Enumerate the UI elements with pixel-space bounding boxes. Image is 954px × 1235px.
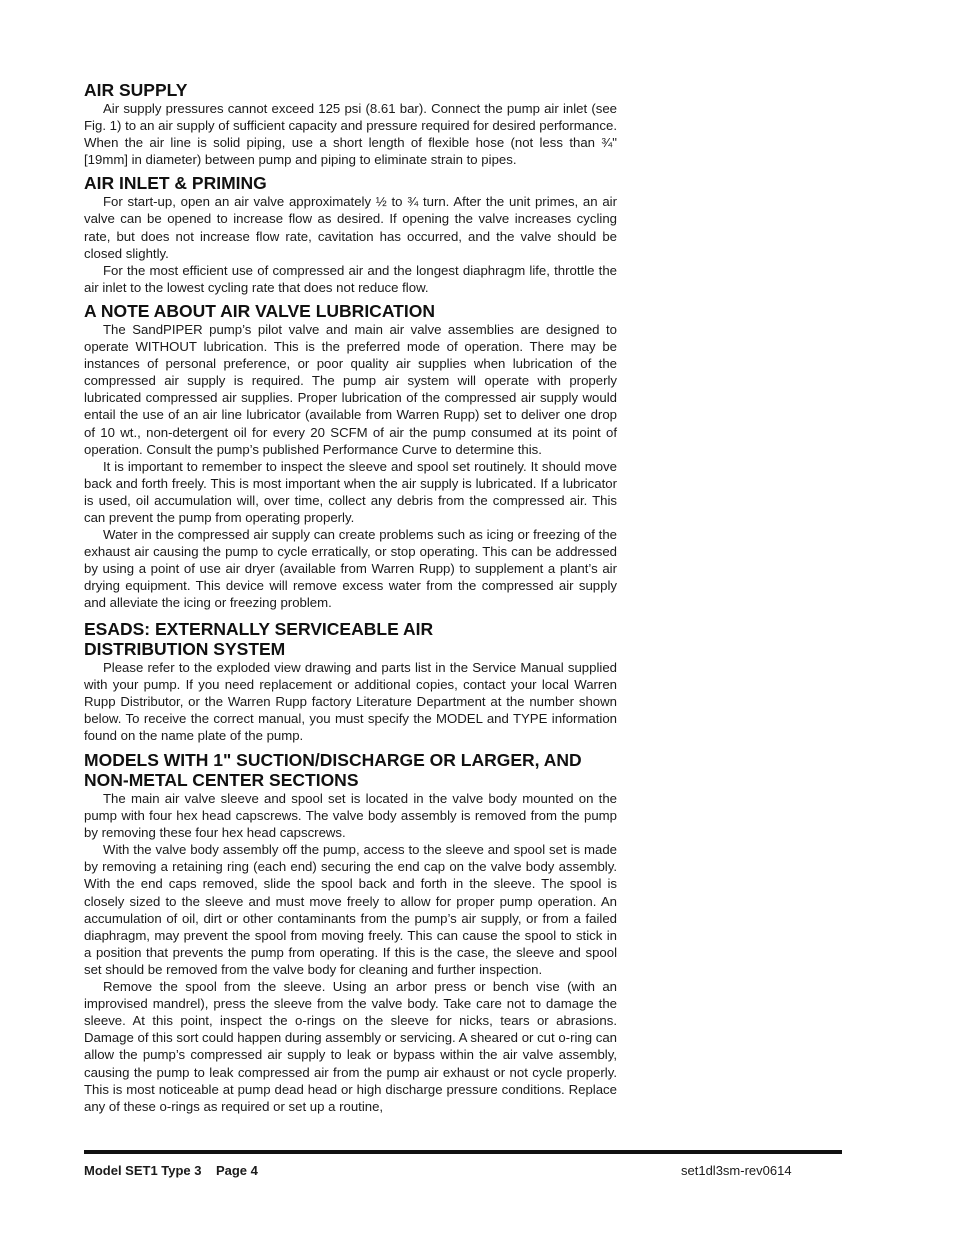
paragraph: Water in the compressed air supply can create problems such as icing or freezing of the exhaust air causing the pump to cycle erratically, or stop operating. This can be addressed by using a point of use air dryer (available from Warren Rupp) to supplement a plant’s air drying equipment. This device will remove excess water from the compressed air supply and alleviate the icing or freezing problem. <box>84 527 617 611</box>
section-air-valve-lubrication <box>84 301 617 612</box>
heading-line: ESADS: EXTERNALLY SERVICEABLE AIR <box>84 618 434 639</box>
paragraph: For start-up, open an air valve approximately ½ to ¾ turn. After the unit primes, an air valve can be opened to increase flow as desired. If opening the valve increases cycling rate, but does not increase flow rate, cavitation has occurred, and the valve should be closed slightly. <box>84 194 617 261</box>
heading-line: MODELS WITH 1" SUCTION/DISCHARGE OR LARGER, AND <box>84 750 582 770</box>
section-esads <box>84 619 617 744</box>
section-air-inlet-priming <box>84 173 617 296</box>
paragraph: It is important to remember to inspect the sleeve and spool set routinely. It should move back and forth freely. This is most important when the air supply is lubricated. If a lubricator is used, oil accumulation will, over time, collect any debris from the compressed air. This can prevent the pump from operating properly. <box>84 458 617 525</box>
document-body <box>84 80 617 1120</box>
section-heading: AIR INLET & PRIMING <box>84 173 267 194</box>
paragraph: With the valve body assembly off the pump, access to the sleeve and spool set is made by removing a retaining ring (each end) securing the end cap on the valve body assembly. With the end caps removed, slide the spool back and forth in the sleeve. The spool is closely sized to the sleeve and must move freely to allow for proper pump operation. An accumulation of oil, dirt or other contaminants from the pump’s air supply, or from a failed diaphragm, may prevent the spool from moving freely. This can cause the spool to stick in a position that prevents the pump from operating. If this is the case, the sleeve and spool set should be removed from the valve body for cleaning and further inspection. <box>84 842 617 977</box>
paragraph: The main air valve sleeve and spool set is located in the valve body mounted on the pump with four hex head capscrews. The valve body assembly is removed from the pump by removing these four hex head capscrews. <box>84 791 617 841</box>
section-heading: A NOTE ABOUT AIR VALVE LUBRICATION <box>84 300 435 321</box>
section-heading: AIR SUPPLY <box>84 80 188 100</box>
section-heading <box>84 750 617 790</box>
section-air-supply <box>84 80 617 168</box>
footer-rule <box>84 1150 842 1154</box>
heading-line: DISTRIBUTION SYSTEM <box>84 638 286 659</box>
section-models-1-inch <box>84 750 617 1115</box>
footer-model-page: Model SET1 Type 3 Page 4 <box>84 1163 258 1178</box>
footer-doc-code: set1dl3sm-rev0614 <box>681 1163 792 1178</box>
paragraph: For the most efficient use of compressed air and the longest diaphragm life, throttle the air inlet to the lowest cycling rate that does not reduce flow. <box>84 262 617 295</box>
heading-line: NON-METAL CENTER SECTIONS <box>84 770 359 790</box>
paragraph: The SandPIPER pump’s pilot valve and main air valve assemblies are designed to operate WITHOUT lubrication. This is the preferred mode of operation. There may be instances of personal preference, or poor quality air supplies when lubrication of the compressed air supply is required. The pump air system will operate with properly lubricated compressed air supplies. Proper lubrication of the compressed air supply would entail the use of an air line lubricator (available from Warren Rupp) set to deliver one drop of 10 wt., non-detergent oil for every 20 SCFM of air the pump consumed at its point of operation. Consult the pump’s published Performance Curve to determine this. <box>84 321 617 457</box>
paragraph: Please refer to the exploded view drawing and parts list in the Service Manual supplied with your pump. If you need replacement or additional copies, contact your local Warren Rupp Distributor, or the Warren Rupp factory Literature Department at the number shown below. To receive the correct manual, you must specify the MODEL and TYPE information found on the name plate of the pump. <box>84 659 617 743</box>
paragraph: Remove the spool from the sleeve. Using an arbor press or bench vise (with an improvised mandrel), press the sleeve from the valve body. Take care not to damage the sleeve. At this point, inspect the o-rings on the sleeve for nicks, tears or abrasions. Damage of this sort could happen during assembly or servicing. A sheared or cut o-ring can allow the pump’s compressed air supply to leak or bypass within the air valve assembly, causing the pump to leak compressed air from the pump air exhaust or not cycle properly. This is most noticeable at pump dead head or high discharge pressure conditions. Replace any of these o-rings as required or set up a routine, <box>84 979 617 1114</box>
paragraph: Air supply pressures cannot exceed 125 psi (8.61 bar). Connect the pump air inlet (see Fig. 1) to an air supply of sufficient capacity and pressure required for desired performance. When the air line is solid piping, use a short length of flexible hose (not less than ¾" [19mm] in diameter) between pump and piping to eliminate strain to pipes. <box>84 101 617 168</box>
section-heading <box>84 619 617 659</box>
